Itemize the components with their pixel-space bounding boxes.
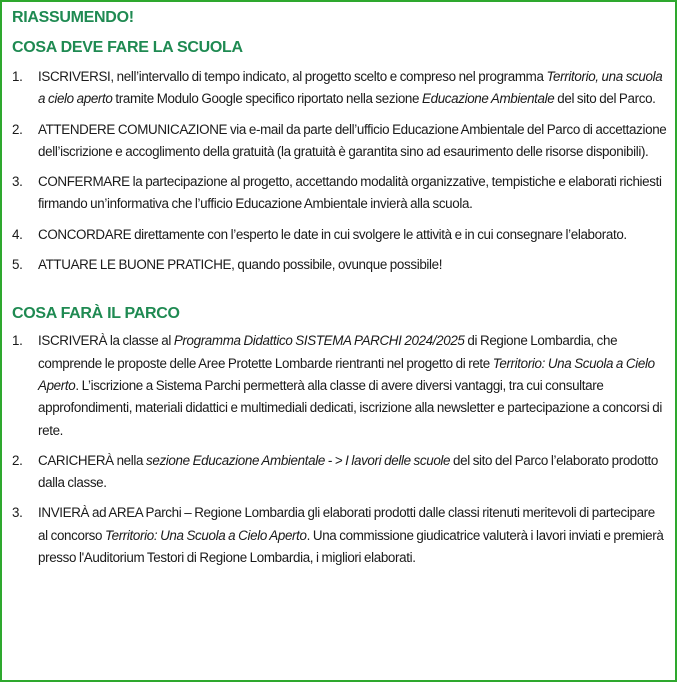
list-item bbox=[12, 254, 667, 276]
italic-text: Programma Didattico SISTEMA PARCHI 2024/2025 bbox=[173, 333, 465, 349]
list-item-text bbox=[38, 174, 662, 211]
text-run: del sito del Parco l’elaborato prodotto dalla classe. bbox=[38, 452, 658, 491]
list-item bbox=[12, 171, 667, 216]
text-run: CARICHERÀ nella bbox=[38, 452, 146, 468]
list-item-text bbox=[38, 257, 442, 272]
park-steps-list bbox=[12, 330, 667, 569]
text-run: CONFERMARE la partecipazione al progetto, accettando modalità organizzative, tempistiche e elaborati richiesti firmando un’informativa che l’ufficio Educazione Ambientale invierà alla scuola. bbox=[38, 174, 662, 212]
list-item bbox=[12, 119, 667, 164]
text-run: ATTUARE LE BUONE PRATICHE, quando possibile, ovunque possibile! bbox=[38, 257, 443, 273]
text-run: del sito del Parco. bbox=[554, 91, 656, 107]
text-run: ISCRIVERSI, nell’intervallo di tempo indicato, al progetto scelto e compreso nel programma bbox=[38, 69, 547, 84]
list-item-number: 1. bbox=[12, 69, 23, 84]
text-run: . L’iscrizione a Sistema Parchi permetterà alla classe di avere diversi vantaggi, tra cui consultare approfondimenti, materiali didattici e multimediali dedicati, iscrizione alla newsletter e partecipazione a concorsi di rete. bbox=[38, 377, 662, 438]
list-item-number: 1. bbox=[12, 333, 23, 349]
list-item bbox=[12, 66, 667, 111]
italic-text: Territorio: Una Scuola a Cielo Aperto bbox=[105, 527, 307, 543]
list-item-number: 4. bbox=[12, 226, 23, 242]
list-item-number: 3. bbox=[12, 505, 23, 521]
text-run: . Una commissione giudicatrice valuterà i lavori inviati e premierà presso l'Auditorium Testori di Regione Lombardia, i migliori elaborati. bbox=[38, 527, 664, 566]
list-item-number: 2. bbox=[12, 121, 23, 137]
text-run: INVIERÀ ad AREA Parchi – Regione Lombardia gli elaborati prodotti dalle classi ritenuti meritevoli di partecipare al concorso bbox=[38, 505, 655, 543]
list-item bbox=[12, 450, 667, 495]
list-item bbox=[12, 224, 667, 246]
summary-content bbox=[12, 8, 667, 569]
italic-text: Territorio, una scuola a cielo aperto bbox=[38, 69, 663, 107]
list-item-number: 2. bbox=[12, 452, 23, 468]
italic-text: sezione Educazione Ambientale - > I lavori delle scuole bbox=[146, 452, 451, 468]
list-item-number: 5. bbox=[12, 257, 23, 273]
list-item-text bbox=[38, 122, 666, 159]
list-item-text bbox=[38, 453, 658, 490]
list-item-number: 3. bbox=[12, 174, 23, 190]
school-steps-list bbox=[12, 66, 667, 276]
text-run: tramite Modulo Google specifico riportato nella sezione bbox=[112, 91, 423, 107]
list-item-text bbox=[38, 505, 663, 565]
list-item bbox=[12, 330, 667, 441]
park-section-heading: COSA FARÀ IL PARCO bbox=[12, 305, 180, 323]
list-item-text bbox=[38, 333, 662, 437]
text-run: ISCRIVERÀ la classe al bbox=[38, 333, 174, 349]
italic-text: Educazione Ambientale bbox=[422, 91, 555, 107]
school-section-heading: COSA DEVE FARE LA SCUOLA bbox=[12, 39, 243, 56]
italic-text: Territorio: Una Scuola a Cielo Aperto bbox=[38, 355, 655, 393]
text-run: CONCORDARE direttamente con l’esperto le date in cui svolgere le attività e in cui consegnare l’elaborato. bbox=[38, 226, 627, 242]
summary-title: RIASSUMENDO! bbox=[12, 9, 134, 26]
text-run: di Regione Lombardia, che comprende le proposte delle Aree Protette Lombarde rientranti nel progetto di rete bbox=[38, 333, 618, 371]
list-item bbox=[12, 502, 667, 569]
text-run: ATTENDERE COMUNICAZIONE via e-mail da parte dell’ufficio Educazione Ambientale del Parco di accettazione dell’iscrizione e accoglimento della gratuità (la gratuità è garantita sino ad esaurimento delle risorse disponibili). bbox=[38, 121, 667, 159]
list-item-text bbox=[38, 69, 662, 106]
list-item-text bbox=[38, 227, 627, 242]
